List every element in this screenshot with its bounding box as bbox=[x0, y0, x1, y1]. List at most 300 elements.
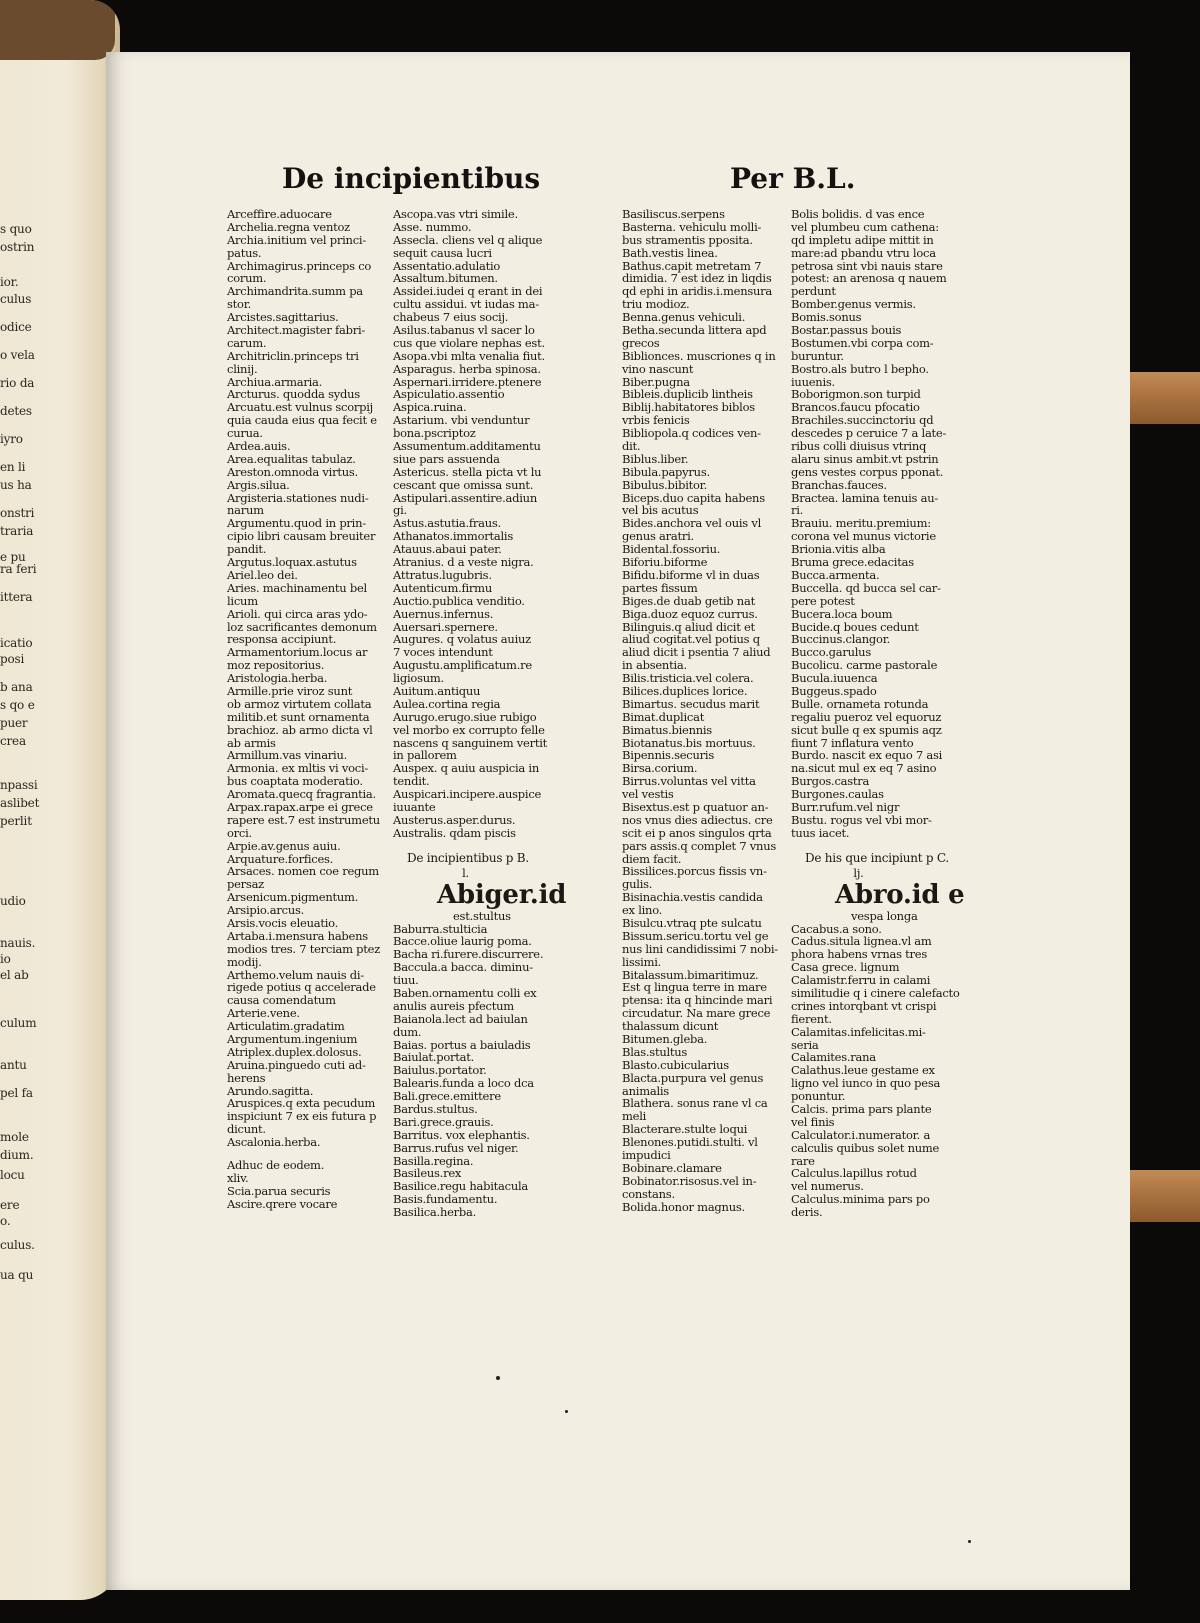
glossary-line: Bostar.passus bouis bbox=[791, 323, 902, 338]
section-number: l. bbox=[462, 865, 469, 880]
glossary-line: Scia.parua securis bbox=[227, 1183, 331, 1198]
glossary-line: Biblij.habitatores biblos bbox=[622, 400, 755, 415]
glossary-line: aliud dicit i psentia 7 aliud bbox=[622, 645, 771, 660]
glossary-line: Biforiu.biforme bbox=[622, 555, 708, 570]
glossary-line: Auernus.infernus. bbox=[393, 606, 494, 621]
glossary-line: cescant que omissa sunt. bbox=[393, 477, 534, 492]
glossary-line: Bimartus. secudus marit bbox=[622, 696, 760, 711]
glossary-line: Armille.prie viroz sunt bbox=[227, 683, 353, 698]
facing-page-text: icatio bbox=[0, 636, 33, 650]
facing-page-text: o. bbox=[0, 1214, 11, 1228]
glossary-line: dimidia. 7 est idez in liqdis bbox=[622, 271, 772, 286]
glossary-line: alaru sinus ambit.vt pstrin bbox=[791, 451, 939, 466]
glossary-line: bona.pscriptoz bbox=[393, 426, 476, 441]
glossary-line: in pallorem bbox=[393, 748, 457, 763]
facing-page-text: rio da bbox=[0, 376, 35, 390]
glossary-line: Calculus.minima pars po bbox=[791, 1192, 930, 1207]
ink-speck bbox=[565, 1410, 568, 1413]
glossary-line: Assecla. cliens vel q alique bbox=[393, 232, 543, 247]
glossary-line: Auspicari.incipere.auspice bbox=[393, 787, 542, 802]
glossary-line: Augustu.amplificatum.re bbox=[393, 658, 532, 673]
facing-page-text: culum bbox=[0, 1016, 37, 1030]
glossary-line: Bucera.loca boum bbox=[791, 606, 893, 621]
glossary-line: dum. bbox=[393, 1024, 422, 1039]
glossary-line: Birsa.corium. bbox=[622, 761, 698, 776]
glossary-line: Bustu. rogus vel vbi mor- bbox=[791, 812, 932, 827]
glossary-line: Bissum.sericu.tortu vel ge bbox=[622, 928, 769, 943]
glossary-line: chabeus 7 eius socij. bbox=[393, 310, 509, 325]
glossary-line: Atauus.abaui pater. bbox=[393, 542, 502, 557]
glossary-line: partes fissum bbox=[622, 580, 698, 595]
glossary-line: Astarium. vbi venduntur bbox=[393, 413, 530, 428]
facing-page-text: s qo e bbox=[0, 698, 35, 712]
glossary-line: cultu assidui. vt iudas ma- bbox=[393, 297, 539, 312]
glossary-line: Bisinachia.vestis candida bbox=[622, 890, 763, 905]
glossary-line: Bipennis.securis bbox=[622, 748, 714, 763]
text-column-3 bbox=[622, 208, 782, 1213]
facing-page-text: us ha bbox=[0, 478, 32, 492]
glossary-line: Arceffire.aduocare bbox=[227, 207, 332, 221]
glossary-line: herens bbox=[227, 1070, 266, 1085]
glossary-line: bus stramentis pposita. bbox=[622, 232, 753, 247]
glossary-line: nus lini candidissimi 7 nobi- bbox=[622, 941, 778, 956]
text-column-1 bbox=[227, 207, 381, 1211]
glossary-line: Bidental.fossoriu. bbox=[622, 542, 721, 557]
glossary-line: persaz bbox=[227, 877, 264, 892]
section-number: lj. bbox=[853, 865, 864, 880]
glossary-line: siue pars assuenda bbox=[393, 451, 500, 466]
glossary-line: genus aratri. bbox=[622, 529, 694, 544]
glossary-line: tuus iacet. bbox=[791, 825, 850, 840]
glossary-line: Astus.astutia.fraus. bbox=[393, 516, 501, 531]
glossary-line: Bath.vestis linea. bbox=[622, 245, 718, 260]
glossary-line: rapere est.7 est instrumetu bbox=[227, 812, 380, 827]
glossary-line: Bibulus.bibitor. bbox=[622, 477, 708, 492]
glossary-line: carum. bbox=[227, 335, 267, 350]
glossary-line: Ascopa.vas vtri simile. bbox=[393, 207, 518, 221]
facing-page-edge bbox=[0, 0, 120, 1600]
binding-corner bbox=[0, 0, 115, 60]
glossary-line: Baccula.a bacca. diminu- bbox=[393, 960, 533, 975]
glossary-line: ri. bbox=[791, 503, 804, 518]
glossary-line: Bolida.honor magnus. bbox=[622, 1199, 745, 1214]
glossary-line: vel bis acutus bbox=[622, 503, 699, 518]
glossary-line: Basilica.herba. bbox=[393, 1205, 477, 1220]
glossary-line: Basiliscus.serpens bbox=[622, 207, 725, 221]
glossary-line: Blasto.cubicularius bbox=[622, 1057, 729, 1072]
facing-page-text: udio bbox=[0, 894, 26, 908]
glossary-line: Biceps.duo capita habens bbox=[622, 490, 765, 505]
glossary-line: Biber.pugna bbox=[622, 374, 690, 389]
glossary-line: xliv. bbox=[227, 1170, 249, 1185]
glossary-line: Arpax.rapax.arpe ei grece bbox=[227, 799, 373, 814]
glossary-line: Brionia.vitis alba bbox=[791, 542, 886, 557]
glossary-line: aliud cogitat.vel potius q bbox=[622, 632, 760, 647]
glossary-line: Calculator.i.numerator. a bbox=[791, 1127, 931, 1142]
glossary-line: nascens q sanguinem vertit bbox=[393, 735, 547, 750]
glossary-line: tiuu. bbox=[393, 973, 419, 988]
glossary-line: vino nascunt bbox=[622, 361, 694, 376]
glossary-line: Bilinguis.q aliud dicit et bbox=[622, 619, 755, 634]
glossary-line: Arsipio.arcus. bbox=[227, 903, 305, 918]
glossary-line: Benna.genus vehiculi. bbox=[622, 310, 746, 325]
glossary-line: similitudie q i cinere calefacto bbox=[791, 986, 960, 1000]
glossary-line: Blenones.putidi.stulti. vl bbox=[622, 1135, 758, 1150]
glossary-line: Aruina.pinguedo cuti ad- bbox=[227, 1057, 366, 1072]
glossary-line: Archimagirus.princeps co bbox=[227, 258, 372, 273]
glossary-line: meli bbox=[622, 1109, 647, 1124]
glossary-line: Bolis bolidis. d vas ence bbox=[791, 207, 925, 221]
column-spacer bbox=[393, 840, 558, 850]
glossary-line: Assidei.iudei q erant in dei bbox=[393, 284, 543, 299]
glossary-line: bus coaptata moderatio. bbox=[227, 774, 363, 789]
glossary-line: militib.et sunt ornamenta bbox=[227, 709, 370, 724]
glossary-line: moz repositorius. bbox=[227, 658, 325, 673]
glossary-line: Auersari.spernere. bbox=[393, 619, 498, 634]
glossary-line: Arundo.sagitta. bbox=[227, 1083, 314, 1098]
glossary-line: corona vel munus victorie bbox=[791, 529, 936, 544]
glossary-line: tendit. bbox=[393, 774, 430, 789]
glossary-line: buruntur. bbox=[791, 348, 844, 363]
glossary-line: Autenticum.firmu bbox=[393, 580, 492, 595]
glossary-line: pandit. bbox=[227, 542, 267, 557]
glossary-line: brachioz. ab armo dicta vl bbox=[227, 722, 373, 737]
glossary-line: Adhuc de eodem. bbox=[227, 1158, 325, 1173]
glossary-line: Basileus.rex bbox=[393, 1166, 462, 1181]
glossary-line: Bacce.oliue laurig poma. bbox=[393, 934, 532, 949]
glossary-line: Calamistr.ferru in calami bbox=[791, 973, 931, 988]
glossary-line: Bides.anchora vel ouis vl bbox=[622, 516, 762, 531]
glossary-line: Astipulari.assentire.adiun bbox=[393, 490, 537, 505]
facing-page-text: o vela bbox=[0, 348, 35, 362]
glossary-line: Bucca.armenta. bbox=[791, 567, 880, 582]
glossary-line: Bostumen.vbi corpa com- bbox=[791, 335, 934, 350]
facing-page-text: s quo bbox=[0, 222, 32, 236]
glossary-line: Bari.grece.grauis. bbox=[393, 1114, 494, 1129]
glossary-line: Birrus.voluntas vel vitta bbox=[622, 774, 756, 789]
glossary-line: Asparagus. herba spinosa. bbox=[393, 361, 541, 376]
facing-page-text: ra feri bbox=[0, 562, 37, 576]
glossary-line: Atranius. d a veste nigra. bbox=[393, 555, 534, 570]
facing-page-text: e pu bbox=[0, 550, 26, 564]
glossary-line: Baiulat.portat. bbox=[393, 1050, 474, 1065]
glossary-line: Brauiu. meritu.premium: bbox=[791, 516, 931, 531]
facing-page-text: odice bbox=[0, 320, 32, 334]
glossary-line: Brancos.faucu pfocatio bbox=[791, 400, 920, 415]
glossary-line: Australis. qdam piscis bbox=[393, 825, 516, 840]
glossary-line: Biges.de duab getib nat bbox=[622, 593, 755, 608]
glossary-line: ab armis bbox=[227, 735, 276, 750]
facing-page-text: culus bbox=[0, 292, 32, 306]
facing-page-text: onstri bbox=[0, 506, 35, 520]
glossary-line: potest: an arenosa q nauem bbox=[791, 271, 947, 286]
glossary-line: dicunt. bbox=[227, 1122, 266, 1137]
glossary-line: Armillum.vas vinariu. bbox=[227, 748, 348, 763]
facing-page-text: pel fa bbox=[0, 1086, 33, 1100]
glossary-line: Cacabus.a sono. bbox=[791, 921, 882, 936]
glossary-line: cipio libri causam breuiter bbox=[227, 529, 376, 544]
glossary-line: Bacha ri.furere.discurrere. bbox=[393, 947, 544, 962]
glossary-line: triu modioz. bbox=[622, 297, 690, 312]
facing-page-text: antu bbox=[0, 1058, 27, 1072]
glossary-line: anulis aureis pfectum bbox=[393, 998, 514, 1013]
glossary-line: diem facit. bbox=[622, 851, 682, 866]
column-spacer bbox=[791, 840, 946, 850]
glossary-line: Archimandrita.summ pa bbox=[227, 284, 363, 299]
glossary-line: Aspernari.irridere.ptenere bbox=[393, 374, 542, 389]
glossary-line: modij. bbox=[227, 954, 262, 969]
facing-page-text: ior. bbox=[0, 275, 19, 289]
glossary-line: Bractea. lamina tenuis au- bbox=[791, 490, 938, 505]
glossary-line: Asopa.vbi mlta venalia fiut. bbox=[393, 348, 545, 363]
glossary-line: Branchas.fauces. bbox=[791, 477, 887, 492]
glossary-line: Argumentum.ingenium bbox=[227, 1032, 358, 1046]
glossary-line: inspiciunt 7 ex eis futura p bbox=[227, 1109, 377, 1124]
glossary-line: Calathus.leue gestame ex bbox=[791, 1063, 935, 1078]
glossary-line: quia cauda eius qua fecit e bbox=[227, 413, 377, 428]
glossary-line: Baiulus.portator. bbox=[393, 1063, 487, 1078]
glossary-line: Aspica.ruina. bbox=[393, 400, 467, 415]
glossary-line: corum. bbox=[227, 271, 267, 286]
facing-page-text: io bbox=[0, 952, 11, 966]
facing-page-text: dium. bbox=[0, 1148, 34, 1162]
glossary-line: Arcturus. quodda sydus bbox=[227, 387, 360, 402]
glossary-line: Bomber.genus vermis. bbox=[791, 297, 916, 312]
glossary-line: Astericus. stella picta vt lu bbox=[393, 464, 542, 479]
glossary-line: Basilice.regu habitacula bbox=[393, 1179, 529, 1194]
glossary-line: vel plumbeu cum cathena: bbox=[791, 219, 939, 234]
glossary-line: Artaba.i.mensura habens bbox=[227, 928, 368, 943]
glossary-line: Bibliopola.q codices ven- bbox=[622, 426, 761, 441]
glossary-line: gens vestes corpus pponat. bbox=[791, 464, 944, 479]
facing-page-text: npassi bbox=[0, 778, 38, 792]
glossary-line: vel finis bbox=[791, 1114, 835, 1129]
glossary-line: qd ephi in aridis.i.mensura bbox=[622, 284, 773, 299]
glossary-line: Baianola.lect ad baiulan bbox=[393, 1011, 528, 1026]
glossary-line: gi. bbox=[393, 503, 407, 518]
glossary-line: Attratus.lugubris. bbox=[393, 567, 492, 582]
glossary-line: Blacterare.stulte loqui bbox=[622, 1122, 748, 1137]
glossary-line: pere potest bbox=[791, 593, 855, 608]
glossary-line: Asilus.tabanus vl sacer lo bbox=[393, 323, 535, 338]
section-heading: De his que incipiunt p C. bbox=[805, 850, 949, 865]
glossary-line: animalis bbox=[622, 1083, 669, 1098]
glossary-line: qd impletu adipe mittit in bbox=[791, 232, 934, 247]
glossary-line: Balearis.funda a loco dca bbox=[393, 1076, 534, 1091]
glossary-line: Barrus.rufus vel niger. bbox=[393, 1140, 519, 1155]
glossary-line: Biblus.liber. bbox=[622, 451, 689, 466]
glossary-line: Bimatus.biennis bbox=[622, 722, 712, 737]
glossary-line: sicut bulle q ex spumis aqz bbox=[791, 722, 942, 737]
glossary-line: Bisulcu.vtraq pte sulcatu bbox=[622, 915, 762, 930]
glossary-line: ligno vel iunco in quo pesa bbox=[791, 1076, 941, 1091]
glossary-line: grecos bbox=[622, 335, 660, 350]
facing-page-text: ere bbox=[0, 1198, 20, 1212]
glossary-line: impudici bbox=[622, 1148, 671, 1163]
glossary-line: Baias. portus a baiuladis bbox=[393, 1037, 531, 1052]
glossary-line: mare:ad pbandu vtru loca bbox=[791, 245, 936, 260]
glossary-line: Articulatim.gradatim bbox=[227, 1019, 345, 1034]
glossary-line: loz sacrificantes demonum bbox=[227, 619, 377, 634]
glossary-line: nos vnus dies adiectus. cre bbox=[622, 812, 773, 827]
glossary-line: Arsenicum.pigmentum. bbox=[227, 890, 359, 905]
facing-page-text: crea bbox=[0, 734, 26, 748]
text-column-4 bbox=[791, 207, 965, 1220]
glossary-line: petrosa sint vbi nauis stare bbox=[791, 258, 943, 273]
glossary-line: Bucco.garulus bbox=[791, 645, 871, 660]
glossary-line: Asse. nummo. bbox=[393, 219, 472, 234]
glossary-line: fiunt 7 inflatura vento bbox=[791, 735, 914, 750]
glossary-line: Atriplex.duplex.dolosus. bbox=[227, 1044, 362, 1059]
glossary-line: Bilices.duplices lorice. bbox=[622, 683, 748, 698]
glossary-line: Biblionces. muscriones q in bbox=[622, 348, 776, 363]
glossary-line: Bitumen.gleba. bbox=[622, 1032, 708, 1046]
glossary-line: Baben.ornamentu colli ex bbox=[393, 986, 537, 1000]
glossary-line: ob armoz virtutem collata bbox=[227, 696, 372, 711]
glossary-line: Burr.rufum.vel nigr bbox=[791, 799, 900, 814]
glossary-line: perdunt bbox=[791, 284, 836, 299]
glossary-line: lissimi. bbox=[622, 954, 662, 969]
glossary-line: Biga.duoz equoz currus. bbox=[622, 606, 758, 621]
glossary-line: Est q lingua terre in mare bbox=[622, 980, 767, 995]
glossary-line: Arpie.av.genus auiu. bbox=[227, 838, 341, 853]
glossary-line: Blathera. sonus rane vl ca bbox=[622, 1096, 768, 1111]
leather-strap-lower bbox=[1130, 1170, 1200, 1222]
glossary-line: Bathus.capit metretam 7 bbox=[622, 258, 762, 273]
text-column-2 bbox=[393, 207, 567, 1220]
glossary-line: Austerus.asper.durus. bbox=[393, 812, 516, 827]
facing-page-text: el ab bbox=[0, 968, 29, 982]
glossary-line: Auctio.publica venditio. bbox=[393, 593, 525, 608]
glossary-line: Bilis.tristicia.vel colera. bbox=[622, 671, 754, 686]
glossary-line: Auspex. q auiu auspicia in bbox=[393, 761, 540, 776]
glossary-line: Burgones.caulas bbox=[791, 787, 884, 802]
glossary-line: Arcuatu.est vulnus scorpij bbox=[227, 400, 373, 415]
glossary-line: Ariel.leo dei. bbox=[227, 567, 298, 582]
glossary-line: Bobinare.clamare bbox=[622, 1160, 722, 1175]
glossary-line: Blas.stultus bbox=[622, 1044, 688, 1059]
glossary-line: descedes p ceruice 7 a late- bbox=[791, 426, 947, 441]
glossary-line: ptensa: ita q hincinde mari bbox=[622, 993, 773, 1008]
glossary-line: Argis.silua. bbox=[227, 477, 290, 492]
glossary-line: sequit causa lucri bbox=[393, 245, 492, 260]
glossary-line: constans. bbox=[622, 1186, 675, 1201]
glossary-line: patus. bbox=[227, 245, 262, 260]
rubric-initial: Abro.id e bbox=[835, 879, 965, 910]
glossary-line: responsa accipiunt. bbox=[227, 632, 337, 647]
glossary-line: Ascire.qrere vocare bbox=[227, 1196, 338, 1211]
ink-speck bbox=[496, 1376, 500, 1380]
glossary-line: Bucide.q boues cedunt bbox=[791, 619, 919, 634]
facing-page-text: detes bbox=[0, 404, 32, 418]
glossary-line: Arsaces. nomen coe regum bbox=[227, 864, 379, 879]
glossary-line: Arcistes.sagittarius. bbox=[227, 310, 339, 325]
glossary-line: Areston.omnoda virtus. bbox=[227, 464, 358, 479]
facing-page-text: locu bbox=[0, 1168, 25, 1182]
glossary-line: Aspiculatio.assentio bbox=[393, 387, 505, 402]
glossary-line: vel numerus. bbox=[791, 1179, 864, 1194]
glossary-line: ex lino. bbox=[622, 903, 663, 918]
glossary-line: curua. bbox=[227, 426, 263, 441]
glossary-line: Betha.secunda littera apd bbox=[622, 323, 767, 338]
glossary-line: Archelia.regna ventoz bbox=[227, 219, 350, 234]
facing-page-text: posi bbox=[0, 652, 25, 666]
glossary-line: crines intorqbant vt crispi bbox=[791, 998, 937, 1013]
glossary-line: cus que violare nephas est. bbox=[393, 335, 545, 350]
glossary-line: Archiua.armaria. bbox=[227, 374, 323, 389]
facing-page-text: aslibet bbox=[0, 796, 40, 810]
glossary-line: scit ei p anos singulos qrta bbox=[622, 825, 772, 840]
glossary-line: calculis quibus solet nume bbox=[791, 1140, 940, 1155]
glossary-line: Bucolicu. carme pastorale bbox=[791, 658, 938, 673]
glossary-line: Boborigmon.son turpid bbox=[791, 387, 921, 402]
glossary-line: Bobinator.risosus.vel in- bbox=[622, 1173, 757, 1188]
glossary-line: Calcis. prima pars plante bbox=[791, 1102, 932, 1117]
facing-page-text: ua qu bbox=[0, 1268, 34, 1282]
glossary-line: Archia.initium vel princi- bbox=[227, 232, 366, 247]
glossary-line: Bomis.sonus bbox=[791, 310, 862, 325]
glossary-line: Armonia. ex mltis vi voci- bbox=[227, 761, 369, 776]
glossary-line: Augures. q volatus auiuz bbox=[393, 632, 531, 647]
facing-page-text: perlit bbox=[0, 814, 32, 828]
leather-strap-upper bbox=[1130, 372, 1200, 424]
glossary-line: Assumentum.additamentu bbox=[393, 439, 541, 454]
glossary-line: Aromata.quecq fragrantia. bbox=[227, 787, 376, 802]
glossary-line: Biotanatus.bis mortuus. bbox=[622, 735, 756, 750]
facing-page-text: culus. bbox=[0, 1238, 35, 1252]
glossary-line: Buccinus.clangor. bbox=[791, 632, 891, 647]
glossary-line: stor. bbox=[227, 297, 252, 312]
glossary-line: Arquature.forfices. bbox=[227, 851, 334, 866]
glossary-line: Bali.grece.emittere bbox=[393, 1089, 501, 1104]
facing-page-text: nauis. bbox=[0, 936, 36, 950]
glossary-line: Assaltum.bitumen. bbox=[393, 271, 498, 286]
glossary-line: Bibleis.duplicib lintheis bbox=[622, 387, 753, 402]
glossary-line: Architriclin.princeps tri bbox=[227, 348, 359, 363]
glossary-line: vel vestis bbox=[622, 787, 674, 802]
glossary-line: Arthemo.velum nauis di- bbox=[227, 967, 364, 982]
glossary-line: Ardea.auis. bbox=[227, 439, 291, 454]
glossary-line: Bruma grece.edacitas bbox=[791, 555, 914, 570]
facing-page-text: ostrin bbox=[0, 240, 35, 254]
glossary-line: Buccella. qd bucca sel car- bbox=[791, 580, 941, 595]
glossary-line: Arterie.vene. bbox=[227, 1006, 300, 1021]
glossary-line: Arioli. qui circa aras ydo- bbox=[227, 606, 368, 621]
glossary-line: thalassum dicunt bbox=[622, 1019, 719, 1034]
glossary-line: Bostro.als butro l bepho. bbox=[791, 361, 929, 376]
glossary-line: Aulea.cortina regia bbox=[393, 696, 501, 711]
glossary-line: Buggeus.spado bbox=[791, 683, 877, 698]
glossary-line: clinij. bbox=[227, 361, 258, 376]
glossary-line: Bardus.stultus. bbox=[393, 1102, 478, 1117]
glossary-line: 7 voces intendunt bbox=[393, 645, 493, 660]
glossary-line: narum bbox=[227, 503, 264, 518]
glossary-line: Bisextus.est p quatuor an- bbox=[622, 799, 769, 814]
glossary-line: Brachiles.succinctoriu qd bbox=[791, 413, 934, 428]
facing-page-text: traria bbox=[0, 524, 34, 538]
glossary-line: Burgos.castra bbox=[791, 774, 870, 789]
glossary-line: Bucula.iuuenca bbox=[791, 671, 878, 686]
glossary-line: iuuenis. bbox=[791, 374, 835, 389]
glossary-line: Bibula.papyrus. bbox=[622, 464, 710, 479]
glossary-line: phora habens vrnas tres bbox=[791, 947, 927, 962]
glossary-line: Athanatos.immortalis bbox=[393, 529, 513, 544]
glossary-line: Armamentorium.locus ar bbox=[227, 645, 368, 660]
glossary-line: Cadus.situla lignea.vl am bbox=[791, 934, 932, 949]
section-heading: De incipientibus p B. bbox=[407, 850, 529, 865]
glossary-line: regaliu pueroz vel equoruz bbox=[791, 709, 942, 724]
glossary-line: Bissilices.porcus fissis vn- bbox=[622, 864, 767, 879]
